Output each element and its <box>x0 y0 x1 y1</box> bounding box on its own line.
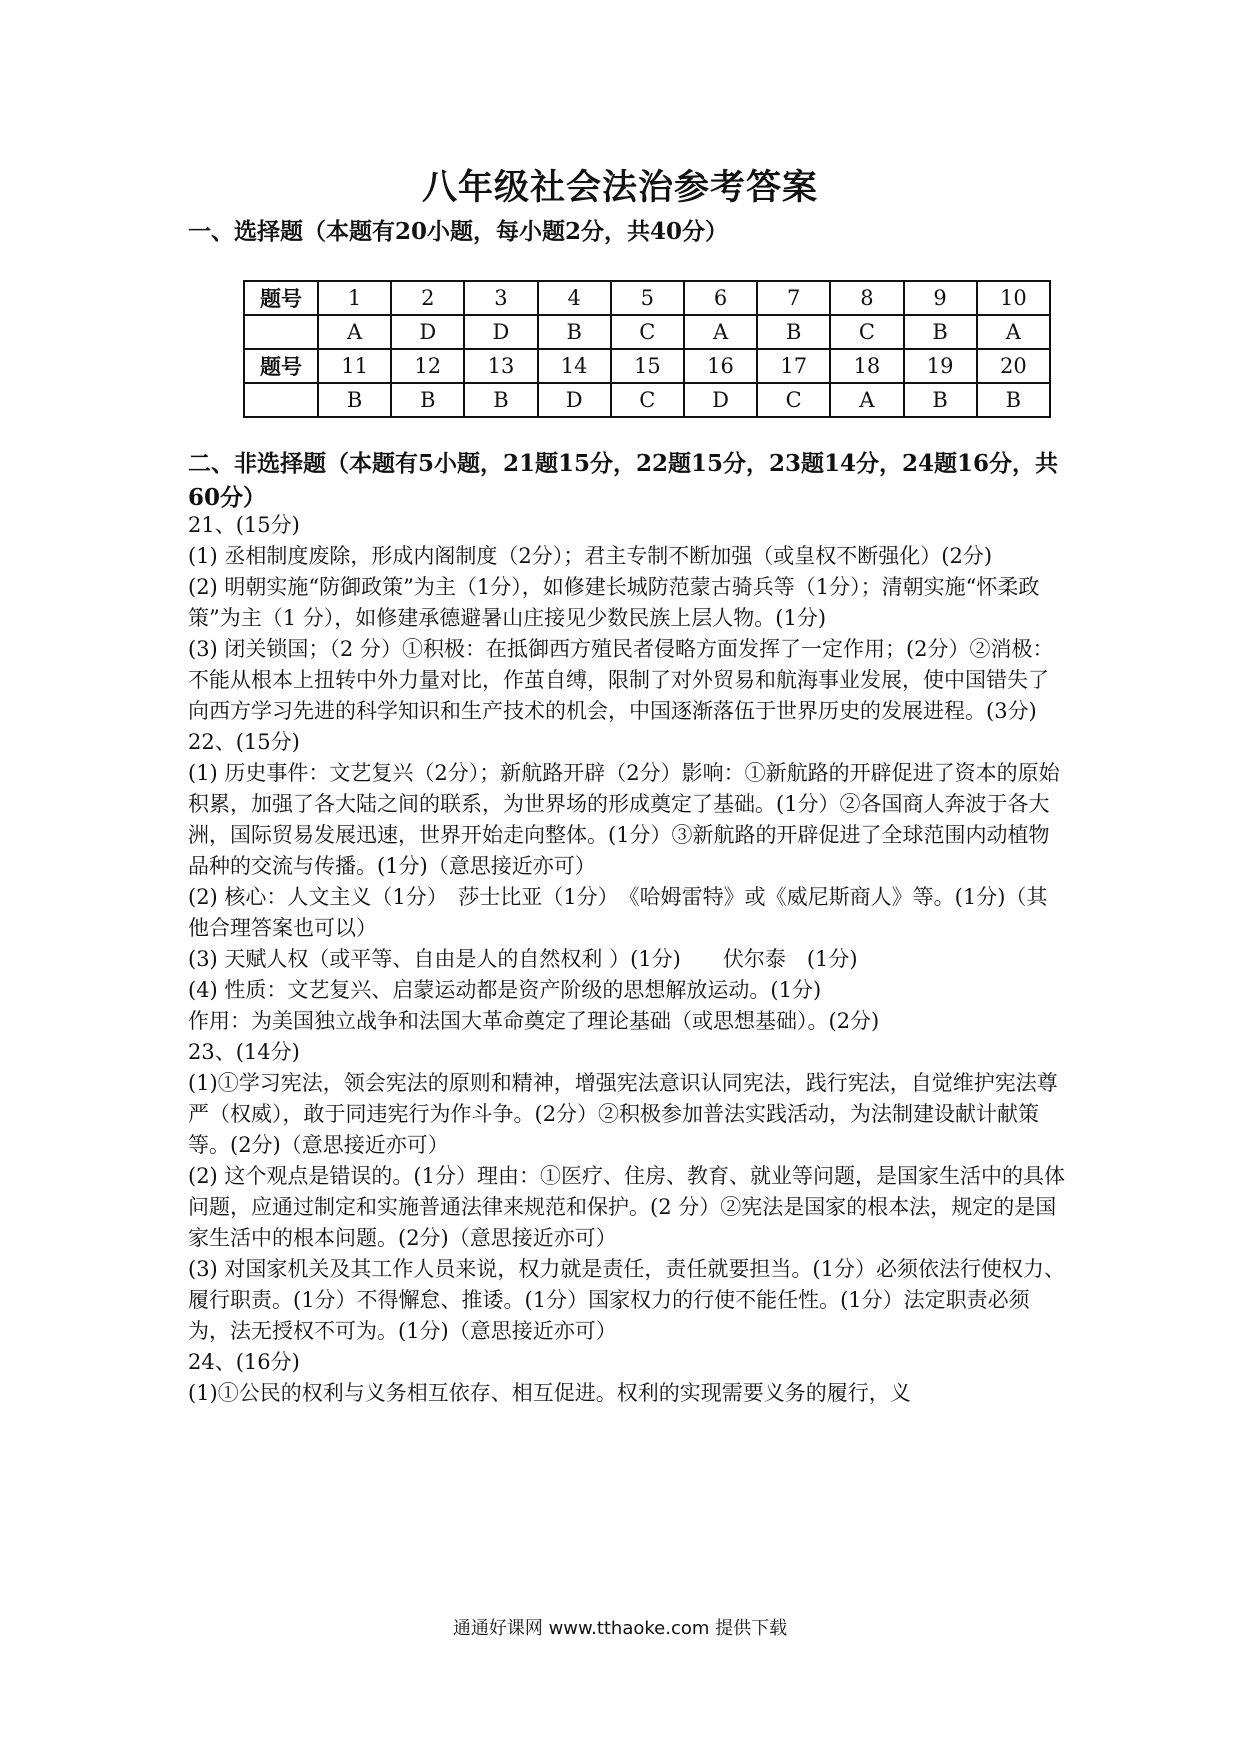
answer-table-cell: 9 <box>904 281 977 315</box>
answer-line: 作用：为美国独立战争和法国大革命奠定了理论基础（或思想基础）。(2分) <box>188 1009 880 1033</box>
answer-table-cell: B <box>757 315 830 349</box>
answer-table-cell: B <box>538 315 611 349</box>
answer-table-cell: A <box>830 383 903 417</box>
answer-table-cell: 14 <box>538 349 611 383</box>
answer-table-label: 题号 <box>244 281 318 315</box>
answer-table-cell: A <box>684 315 757 349</box>
answer-line: (1) 历史事件：文艺复兴（2分）；新航路开辟（2分）影响：①新航路的开辟促进了资本的原始积累，加强了各大陆之间的联系，为世界场的形成奠定了基础。(1分）②各国商人奔波于各大洲，国际贸易发展迅速，世界开始走向整体。(1分）③新航路的开辟促进了全球范围内动植物品种的交流与传播。(1分)（意思接近亦可） <box>188 761 1060 878</box>
answer-table-cell: D <box>464 315 537 349</box>
answer-table-cell: 20 <box>977 349 1050 383</box>
answer-table-cell: 13 <box>464 349 537 383</box>
answer-line: 23、(14分) <box>188 1040 300 1064</box>
answer-line: (1) 丞相制度废除，形成内阁制度（2分）；君主专制不断加强（或皇权不断强化）(2分) <box>188 544 993 568</box>
answer-table-cell: B <box>464 383 537 417</box>
answer-line: (2) 这个观点是错误的。(1分）理由：①医疗、住房、教育、就业等问题，是国家生活中的具体问题，应通过制定和实施普通法律来规范和保护。(2 分）②宪法是国家的根本法，规定的是国家生活中的根本问题。(2分)（意思接近亦可） <box>188 1164 1065 1250</box>
answer-line: 24、(16分) <box>188 1350 300 1374</box>
answer-table-cell: D <box>538 383 611 417</box>
answer-table-cell: A <box>318 315 391 349</box>
answer-text <box>188 510 1068 1409</box>
answer-line: (2) 核心：人文主义（1分） 莎士比亚（1分） 《哈姆雷特》或《威尼斯商人》等。(1分)（其他合理答案也可以） <box>188 885 1048 940</box>
answer-line: 22、(15分) <box>188 730 300 754</box>
answer-table-cell: B <box>391 383 464 417</box>
answer-table-row <box>244 315 1050 349</box>
answer-table-row <box>244 349 1050 383</box>
answer-line: 21、(15分) <box>188 513 300 537</box>
answer-table-cell: C <box>611 315 684 349</box>
section-heading-non-choice: 二、非选择题（本题有5小题，21题15分，22题15分，23题14分，24题16分，共60分） <box>188 450 1059 511</box>
answer-table-cell: B <box>977 383 1050 417</box>
answer-table <box>243 280 1051 418</box>
answer-line: (1)①学习宪法，领会宪法的原则和精神，增强宪法意识认同宪法，践行宪法，自觉维护宪法尊严（权威），敢于同违宪行为作斗争。(2分）②积极参加普法实践活动，为法制建设献计献策等。(2分)（意思接近亦可） <box>188 1071 1058 1157</box>
footer-watermark: 通通好课网 www.tthaoke.com 提供下载 <box>452 1618 788 1639</box>
answer-table-cell: B <box>318 383 391 417</box>
answer-table-cell: 3 <box>464 281 537 315</box>
answer-line: (1)①公民的权利与义务相互依存、相互促进。权利的实现需要义务的履行，义 <box>188 1381 911 1405</box>
answer-table-label <box>244 315 318 349</box>
answer-line: (3) 闭关锁国；（2 分）①积极：在抵御西方殖民者侵略方面发挥了一定作用；(2分）②消极：不能从根本上扭转中外力量对比，作茧自缚，限制了对外贸易和航海事业发展，使中国错失了向西方学习先进的科学知识和生产技术的机会，中国逐渐落伍于世界历史的发展进程。(3分) <box>188 637 1054 723</box>
answer-table-cell: D <box>391 315 464 349</box>
answer-table-row <box>244 281 1050 315</box>
answer-table-label <box>244 383 318 417</box>
answer-line: (4) 性质：文艺复兴、启蒙运动都是资产阶级的思想解放运动。(1分) <box>188 978 822 1002</box>
answer-table-cell: C <box>611 383 684 417</box>
answer-table-cell: 4 <box>538 281 611 315</box>
answer-table-cell: 8 <box>830 281 903 315</box>
answer-line: (2) 明朝实施“防御政策”为主（1分），如修建长城防范蒙古骑兵等（1分）；清朝实施“怀柔政策”为主（1 分），如修建承德避暑山庄接见少数民族上层人物。(1分) <box>188 575 1040 630</box>
answer-table-cell: 5 <box>611 281 684 315</box>
answer-table-cell: B <box>904 383 977 417</box>
answer-table-cell: 2 <box>391 281 464 315</box>
answer-line: (3) 对国家机关及其工作人员来说，权力就是责任，责任就要担当。(1分）必须依法行使权力、履行职责。(1分）不得懈怠、推诿。(1分）国家权力的行使不能任性。(1分）法定职责必须为，法无授权不可为。(1分)（意思接近亦可） <box>188 1257 1065 1343</box>
answer-table-cell: 10 <box>977 281 1050 315</box>
answer-table-cell: 7 <box>757 281 830 315</box>
answer-table-cell: D <box>684 383 757 417</box>
answer-line: (3) 天赋人权（或平等、自由是人的自然权利 ）(1分) 伏尔泰 (1分) <box>188 947 858 971</box>
answer-table-cell: B <box>904 315 977 349</box>
page-title: 八年级社会法治参考答案 <box>421 167 818 208</box>
answer-table-cell: 12 <box>391 349 464 383</box>
answer-table-row <box>244 383 1050 417</box>
answer-table-cell: A <box>977 315 1050 349</box>
answer-table-cell: 15 <box>611 349 684 383</box>
section-heading-multiple-choice: 一、选择题（本题有20小题，每小题2分，共40分） <box>188 218 729 245</box>
answer-table-cell: 1 <box>318 281 391 315</box>
answer-table-cell: 18 <box>830 349 903 383</box>
answer-table-cell: 19 <box>904 349 977 383</box>
answer-table-cell: C <box>830 315 903 349</box>
answer-table-cell: C <box>757 383 830 417</box>
answer-table-cell: 11 <box>318 349 391 383</box>
answer-table-label: 题号 <box>244 349 318 383</box>
answer-table-cell: 17 <box>757 349 830 383</box>
answer-table-cell: 6 <box>684 281 757 315</box>
answer-table-cell: 16 <box>684 349 757 383</box>
